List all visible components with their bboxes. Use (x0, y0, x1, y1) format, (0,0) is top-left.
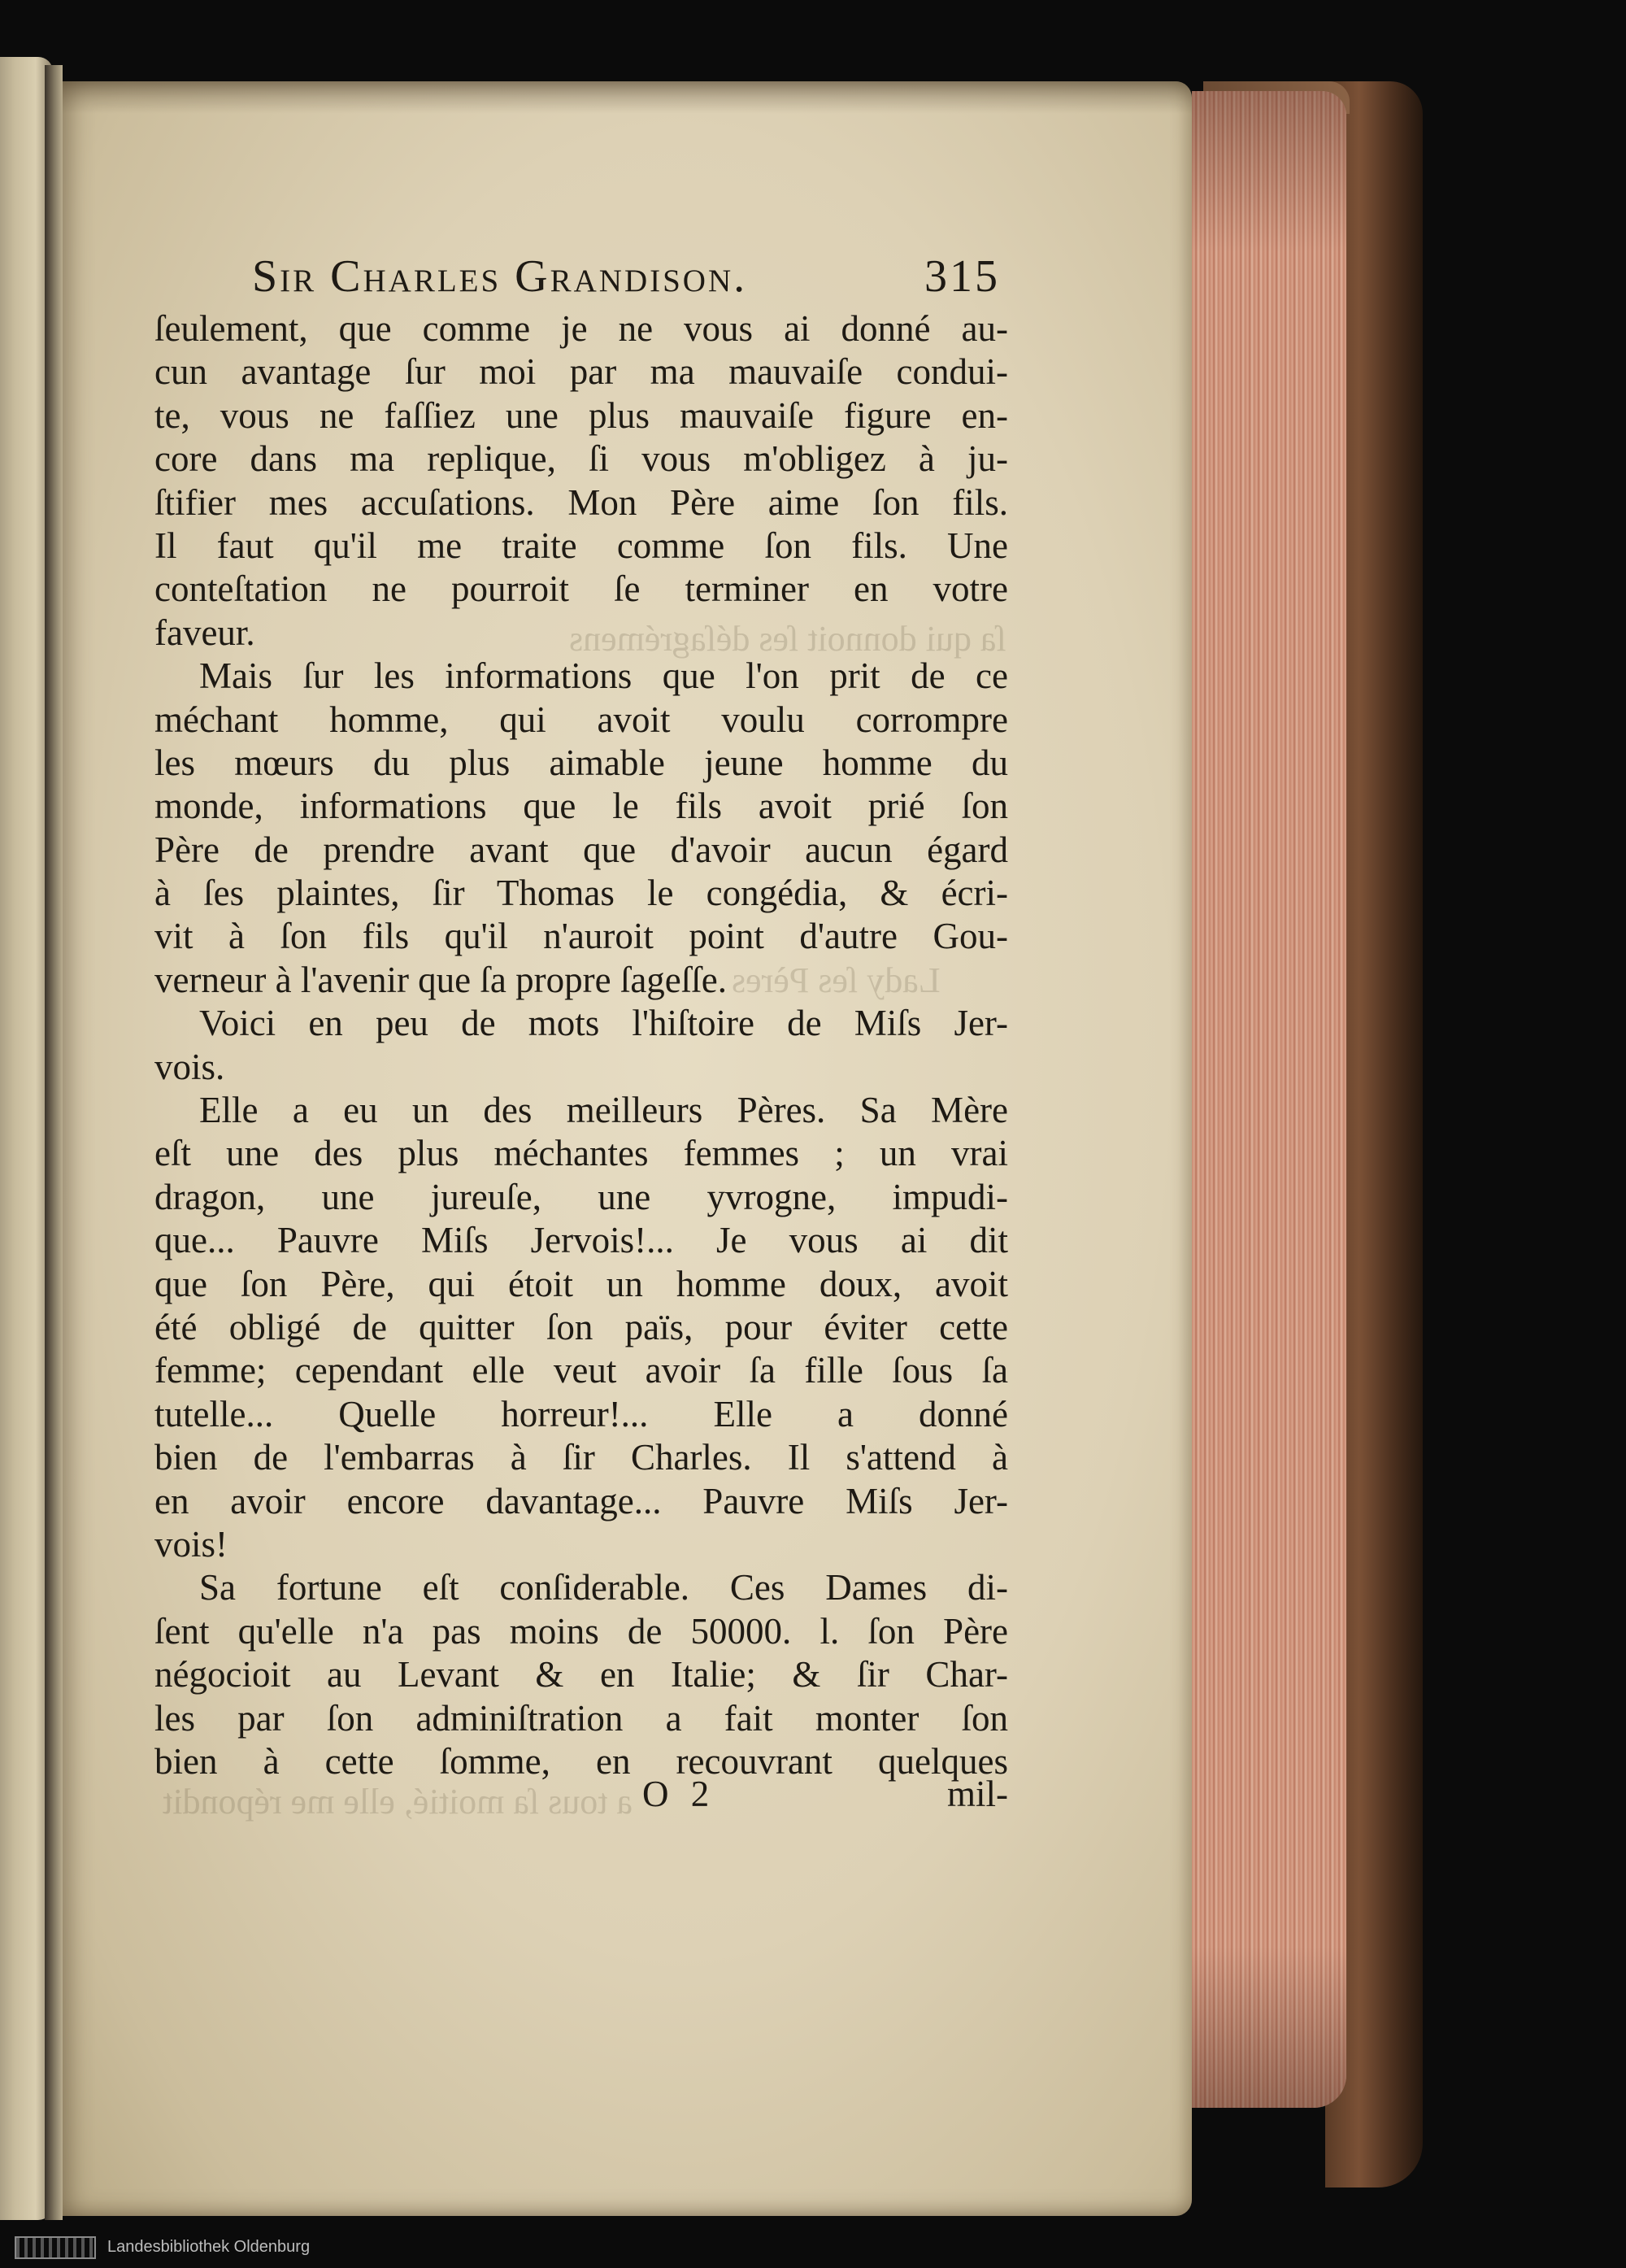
text-line: Voici en peu de mots l'hiſtoire de Miſs Jer- (199, 1003, 1008, 1044)
text-line: faveur. (154, 612, 255, 653)
text-line: bien à cette ſomme, en recouvrant quelques (154, 1740, 1008, 1782)
text-line: vois! (154, 1523, 228, 1565)
text-line: vois. (154, 1046, 225, 1087)
text-line: bien de l'embarras à ſir Charles. Il s'attend à (154, 1437, 1008, 1478)
library-logo-icon (15, 2236, 96, 2259)
show-through-text: Lady ſes Pères (732, 960, 941, 1000)
running-head-title: Sir Charles Grandison. (252, 251, 748, 302)
text-line: en avoir encore davantage... Pauvre Miſs Jer- (154, 1480, 1008, 1521)
text-line: ſent qu'elle n'a pas moins de 50000. l. ſon Père (154, 1610, 1008, 1652)
text-line: conteſtation ne pourroit ſe terminer en votre (154, 568, 1008, 610)
text-line: dragon, une jureuſe, une yvrogne, impudi- (154, 1176, 1008, 1217)
text-line: négocioit au Levant & en Italie; & ſir Char- (154, 1654, 1008, 1696)
text-line: Elle a eu un des meilleurs Pères. Sa Mère (199, 1090, 1008, 1131)
text-line: Il faut qu'il me traite comme ſon fils. Une (154, 525, 1008, 566)
text-line: Père de prendre avant que d'avoir aucun égard (154, 829, 1008, 870)
catchword: mil- (947, 1774, 1008, 1814)
show-through-text: a tous ſa moitié, elle me répondit (163, 1782, 633, 1822)
credit-bar (0, 2228, 1626, 2268)
text-line: ſeulement, que comme je ne vous ai donné au- (154, 308, 1008, 349)
running-head (252, 250, 1000, 316)
page-number: 315 (924, 251, 1000, 302)
red-page-edges (1192, 91, 1346, 2108)
text-line: vit à ſon fils qu'il n'auroit point d'autre Gou- (154, 916, 1008, 957)
text-line: verneur à l'avenir que ſa propre ſageſſe. (154, 959, 728, 1000)
spine-gutter (45, 65, 63, 2220)
text-line: ſtifier mes accuſations. Mon Père aime ſon fils. (154, 481, 1008, 523)
text-line: tutelle... Quelle horreur!... Elle a donné (154, 1393, 1008, 1434)
text-line: méchant homme, qui avoit voulu corrompre (154, 699, 1008, 740)
text-line: Mais ſur les informations que l'on prit de ce (199, 655, 1008, 697)
text-line: eſt une des plus méchantes femmes ; un vrai (154, 1133, 1008, 1174)
text-line: que ſon Père, qui étoit un homme doux, avoit (154, 1263, 1008, 1304)
text-line: Sa fortune eſt conſiderable. Ces Dames di- (199, 1567, 1008, 1608)
text-line: les mœurs du plus aimable jeune homme du (154, 742, 1008, 783)
text-line: core dans ma replique, ſi vous m'obligez à ju- (154, 438, 1008, 480)
body-text (154, 307, 1008, 1783)
show-through-text: ſa qui donnoit ſes déſagrémens (569, 619, 1006, 659)
text-line: que... Pauvre Miſs Jervois!... Je vous ai dit (154, 1220, 1008, 1261)
text-line: monde, informations que le fils avoit prié ſon (154, 786, 1008, 827)
text-line: te, vous ne faſſiez une plus mauvaiſe figure en- (154, 394, 1008, 436)
signature-mark: O 2 (642, 1774, 716, 1814)
page-footer (154, 1773, 1008, 1818)
text-line: été obligé de quitter ſon païs, pour éviter cette (154, 1306, 1008, 1347)
text-line: femme; cependant elle veut avoir ſa fille ſous ſa (154, 1350, 1008, 1391)
credit-text: Landesbibliothek Oldenburg (107, 2238, 311, 2256)
text-line: à ſes plaintes, ſir Thomas le congédia, & écri- (154, 873, 1008, 914)
page-shadow (54, 81, 1192, 114)
text-line: cun avantage ſur moi par ma mauvaiſe condui- (154, 351, 1008, 393)
text-line: les par ſon adminiſtration a fait monter ſon (154, 1697, 1008, 1739)
